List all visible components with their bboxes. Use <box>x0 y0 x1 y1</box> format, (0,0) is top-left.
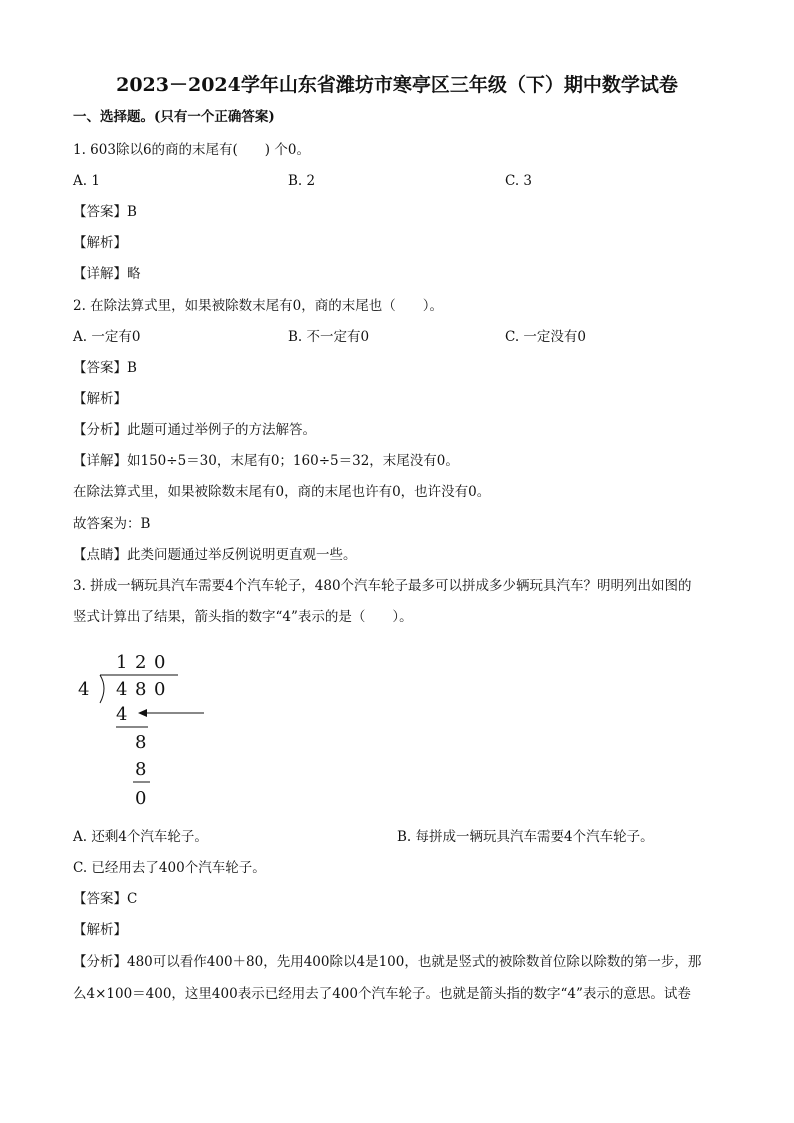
question-3-stem-line-2: 竖式计算出了结果，箭头指的数字“4”表示的是（ ）。 <box>73 609 413 625</box>
q2-option-b: B. 不一定有0 <box>288 329 370 345</box>
q3-option-a: A. 还剩4个汽车轮子。 <box>73 829 208 845</box>
q3-option-b: B. 每拼成一辆玩具汽车需要4个汽车轮子。 <box>397 829 654 845</box>
q1-option-c: C. 3 <box>505 173 533 189</box>
q2-conclusion: 故答案为：B <box>73 516 151 532</box>
q2-dianjing: 【点睛】此类问题通过举反例说明更直观一些。 <box>73 547 357 563</box>
question-2-stem: 2. 在除法算式里，如果被除数末尾有0，商的末尾也（ ）。 <box>73 298 444 314</box>
q2-fenxi: 【分析】此题可通过举例子的方法解答。 <box>73 422 316 438</box>
q2-option-c: C. 一定没有0 <box>505 329 587 345</box>
q1-detail: 【详解】略 <box>73 266 141 282</box>
q3-analysis-label: 【解析】 <box>73 922 127 938</box>
page-title: 2023－2024学年山东省潍坊市寒亭区三年级（下）期中数学试卷 <box>116 74 678 96</box>
quotient-digit-3: 0 <box>154 652 166 673</box>
q2-analysis-label: 【解析】 <box>73 391 127 407</box>
step-3-digit: 8 <box>135 759 147 780</box>
q3-fenxi-line-1: 【分析】480可以看作400＋80，先用400除以4是100，也就是竖式的被除数首位除以除数的第一步，那 <box>73 954 702 970</box>
q1-analysis-label: 【解析】 <box>73 235 127 251</box>
q1-option-b: B. 2 <box>288 173 316 189</box>
section-heading: 一、选择题。(只有一个正确答案) <box>73 109 275 125</box>
division-bracket <box>100 675 104 703</box>
question-1-stem: 1. 603除以6的商的末尾有( ) 个0。 <box>73 142 310 158</box>
q1-answer: 【答案】B <box>73 204 137 220</box>
dividend-digit-3: 0 <box>154 679 166 700</box>
q2-option-a: A. 一定有0 <box>73 329 141 345</box>
q2-detail: 【详解】如150÷5＝30，末尾有0；160÷5＝32，末尾没有0。 <box>73 453 459 469</box>
dividend-digit-1: 4 <box>116 679 128 700</box>
quotient-digit-1: 1 <box>116 652 128 673</box>
q3-fenxi-line-2: 么4×100＝400，这里400表示已经用去了400个汽车轮子。也就是箭头指的数字“4”表示的意思。试卷 <box>73 986 691 1002</box>
divisor: 4 <box>78 679 90 700</box>
arrow-head-icon <box>138 709 147 717</box>
q2-detail-2: 在除法算式里，如果被除数末尾有0，商的末尾也许有0，也许没有0。 <box>73 484 491 500</box>
quotient-digit-2: 2 <box>135 652 147 673</box>
q1-option-a: A. 1 <box>73 173 100 189</box>
q3-answer: 【答案】C <box>73 891 138 907</box>
q3-option-c: C. 已经用去了400个汽车轮子。 <box>73 860 266 876</box>
question-3-stem-line-1: 3. 拼成一辆玩具汽车需要4个汽车轮子，480个汽车轮子最多可以拼成多少辆玩具汽车？明明列出如图的 <box>73 578 692 594</box>
q2-answer: 【答案】B <box>73 360 137 376</box>
dividend-digit-2: 8 <box>135 679 147 700</box>
step-2-digit: 8 <box>135 732 147 753</box>
remainder-digit: 0 <box>135 788 147 809</box>
step-1-digit: 4 <box>116 704 128 725</box>
